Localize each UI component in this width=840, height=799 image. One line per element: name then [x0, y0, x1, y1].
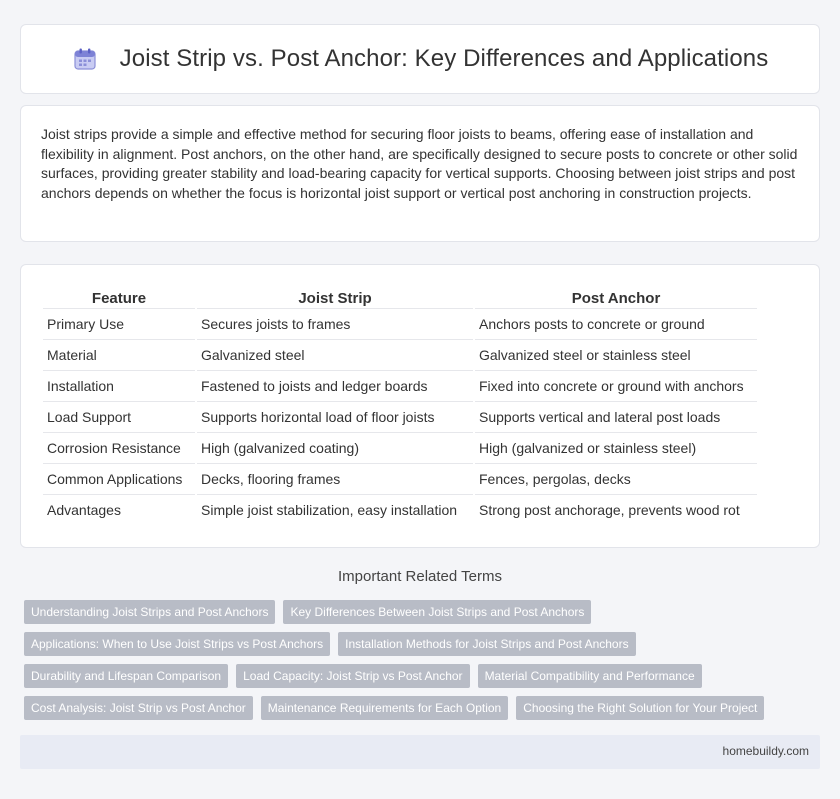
related-term-tag[interactable]: Choosing the Right Solution for Your Project: [516, 696, 764, 720]
intro-paragraph: Joist strips provide a simple and effective method for securing floor joists to beams, offering ease of installation and flexibility in alignment. Post anchors, on the other hand, are specifically designed to secure posts to concrete or other solid surfaces, providing greater stability and load-bearing capacity for vertical supports. Choosing between joist strips and post anchors depends on whether the focus is horizontal joist support or vertical post anchoring in construction projects.: [41, 126, 798, 201]
header-joist-strip: Joist Strip: [298, 289, 372, 307]
related-term-tag[interactable]: Understanding Joist Strips and Post Anchors: [24, 600, 275, 624]
table-cell: High (galvanized coating): [197, 432, 473, 463]
table-row: [43, 494, 757, 525]
header-card: [20, 24, 820, 94]
table-row: [43, 339, 757, 370]
table-cell: Advantages: [43, 494, 195, 525]
tag-row: [24, 600, 804, 624]
table-cell: High (galvanized or stainless steel): [475, 432, 757, 463]
title-wrap: [72, 45, 769, 73]
table-row: [43, 370, 757, 401]
header-post-anchor: Post Anchor: [571, 289, 661, 307]
related-term-tag[interactable]: Load Capacity: Joist Strip vs Post Anchor: [236, 664, 469, 688]
related-term-tag[interactable]: Applications: When to Use Joist Strips vs Post Anchors: [24, 632, 330, 656]
table-row: [43, 463, 757, 494]
related-terms-tags: [24, 600, 804, 728]
table-cell: Decks, flooring frames: [197, 463, 473, 494]
footer-bar: [20, 735, 820, 769]
table-cell: Corrosion Resistance: [43, 432, 195, 463]
table-cell: Fixed into concrete or ground with anchors: [475, 370, 757, 401]
table-row: [43, 401, 757, 432]
table-cell: Fences, pergolas, decks: [475, 463, 757, 494]
table-cell: Common Applications: [43, 463, 195, 494]
table-cell: Load Support: [43, 401, 195, 432]
related-term-tag[interactable]: Material Compatibility and Performance: [478, 664, 702, 688]
related-term-tag[interactable]: Installation Methods for Joist Strips and Post Anchors: [338, 632, 635, 656]
related-term-tag[interactable]: Durability and Lifespan Comparison: [24, 664, 228, 688]
calendar-icon: [72, 46, 98, 72]
table-cell: Supports vertical and lateral post loads: [475, 401, 757, 432]
table-cell: Simple joist stabilization, easy installation: [197, 494, 473, 525]
table-cell: Installation: [43, 370, 195, 401]
table-cell: Anchors posts to concrete or ground: [475, 308, 757, 339]
tag-row: [24, 632, 804, 656]
related-terms-title: Important Related Terms: [338, 568, 502, 585]
intro-card: [20, 105, 820, 242]
tag-row: [24, 696, 804, 720]
table-cell: Primary Use: [43, 308, 195, 339]
footer-site-link[interactable]: homebuildy.com: [722, 744, 809, 758]
table-row: [43, 308, 757, 339]
table-row: [43, 432, 757, 463]
table-cell: Supports horizontal load of floor joists: [197, 401, 473, 432]
comparison-card: [20, 264, 820, 548]
table-cell: Strong post anchorage, prevents wood rot: [475, 494, 757, 525]
table-cell: Secures joists to frames: [197, 308, 473, 339]
related-term-tag[interactable]: Key Differences Between Joist Strips and Post Anchors: [283, 600, 591, 624]
related-term-tag[interactable]: Maintenance Requirements for Each Option: [261, 696, 508, 720]
table-cell: Material: [43, 339, 195, 370]
page-title: Joist Strip vs. Post Anchor: Key Differences and Applications: [119, 45, 769, 72]
header-feature: Feature: [91, 289, 147, 307]
related-term-tag[interactable]: Cost Analysis: Joist Strip vs Post Anchor: [24, 696, 253, 720]
table-cell: Galvanized steel: [197, 339, 473, 370]
table-cell: Galvanized steel or stainless steel: [475, 339, 757, 370]
table-cell: Fastened to joists and ledger boards: [197, 370, 473, 401]
tag-row: [24, 664, 804, 688]
comparison-table: [41, 287, 759, 525]
table-header-row: [43, 287, 757, 308]
